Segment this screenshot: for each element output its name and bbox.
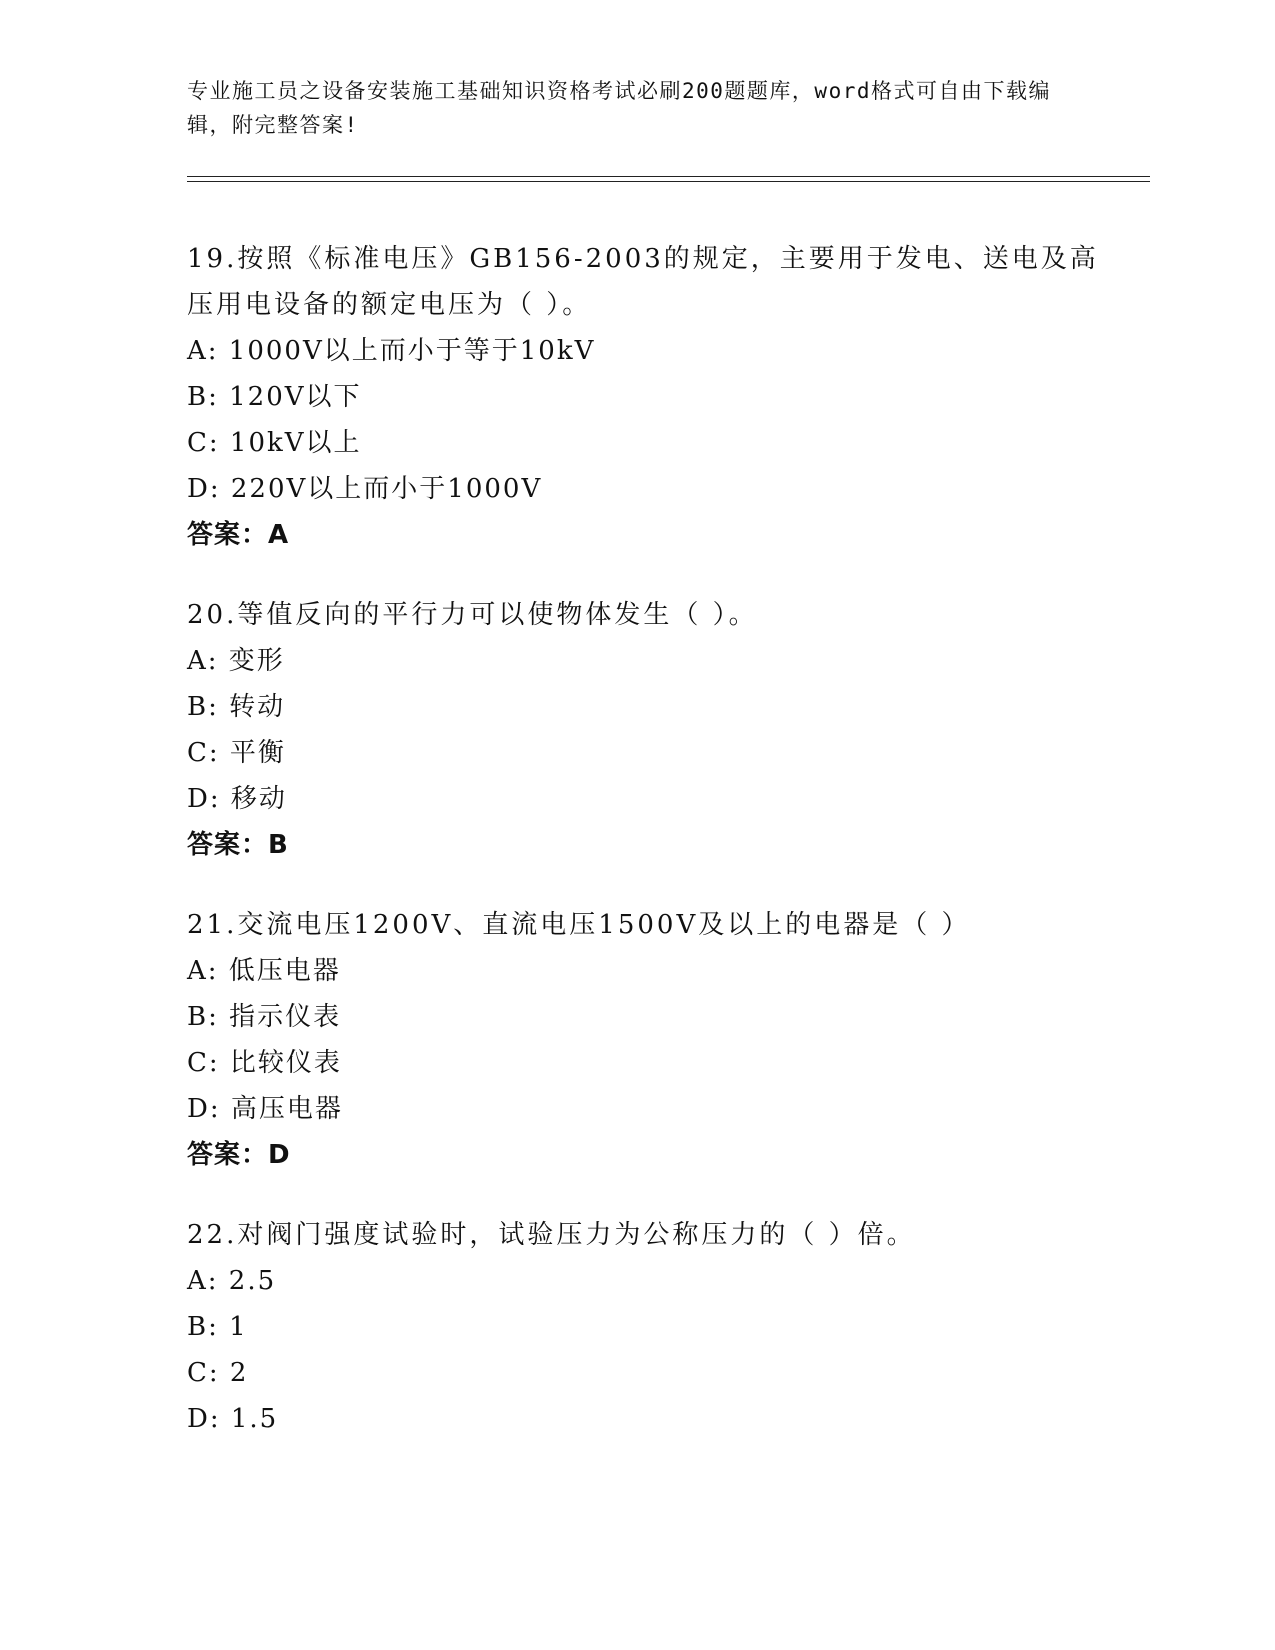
option-b: B: 1 xyxy=(187,1312,248,1342)
question-21 xyxy=(187,902,1107,1178)
answer-line: 答案：A xyxy=(187,520,290,550)
question-stem: 19.按照《标准电压》GB156-2003的规定，主要用于发电、送电及高压用电设备的额定电压为（ ）。 xyxy=(187,244,1099,320)
header-rule-bottom xyxy=(187,181,1150,182)
option-a: A: 2.5 xyxy=(187,1266,277,1296)
question-22 xyxy=(187,1212,1107,1442)
question-stem: 20.等值反向的平行力可以使物体发生（ ）。 xyxy=(187,600,758,630)
question-stem: 21.交流电压1200V、直流电压1500V及以上的电器是（ ） xyxy=(187,910,971,940)
option-d: D: 高压电器 xyxy=(187,1094,343,1124)
header-rule-top xyxy=(187,176,1150,177)
answer-line: 答案：D xyxy=(187,1140,291,1170)
option-a: A: 1000V以上而小于等于10kV xyxy=(187,336,596,366)
option-d: D: 移动 xyxy=(187,784,287,814)
answer-line: 答案：B xyxy=(187,830,289,860)
option-b: B: 120V以下 xyxy=(187,382,362,412)
option-a: A: 变形 xyxy=(187,646,285,676)
option-b: B: 转动 xyxy=(187,692,286,722)
option-d: D: 1.5 xyxy=(187,1404,279,1434)
question-20 xyxy=(187,592,1107,868)
option-c: C: 比较仪表 xyxy=(187,1048,342,1078)
option-d: D: 220V以上而小于1000V xyxy=(187,474,543,504)
document-header: 专业施工员之设备安装施工基础知识资格考试必刷200题题库，word格式可自由下载编辑，附完整答案! xyxy=(187,79,1051,137)
option-c: C: 2 xyxy=(187,1358,249,1388)
option-c: C: 平衡 xyxy=(187,738,286,768)
option-b: B: 指示仪表 xyxy=(187,1002,342,1032)
question-list xyxy=(187,236,1107,1476)
question-stem: 22.对阀门强度试验时，试验压力为公称压力的（ ）倍。 xyxy=(187,1220,916,1250)
option-a: A: 低压电器 xyxy=(187,956,341,986)
option-c: C: 10kV以上 xyxy=(187,428,362,458)
question-19 xyxy=(187,236,1107,558)
